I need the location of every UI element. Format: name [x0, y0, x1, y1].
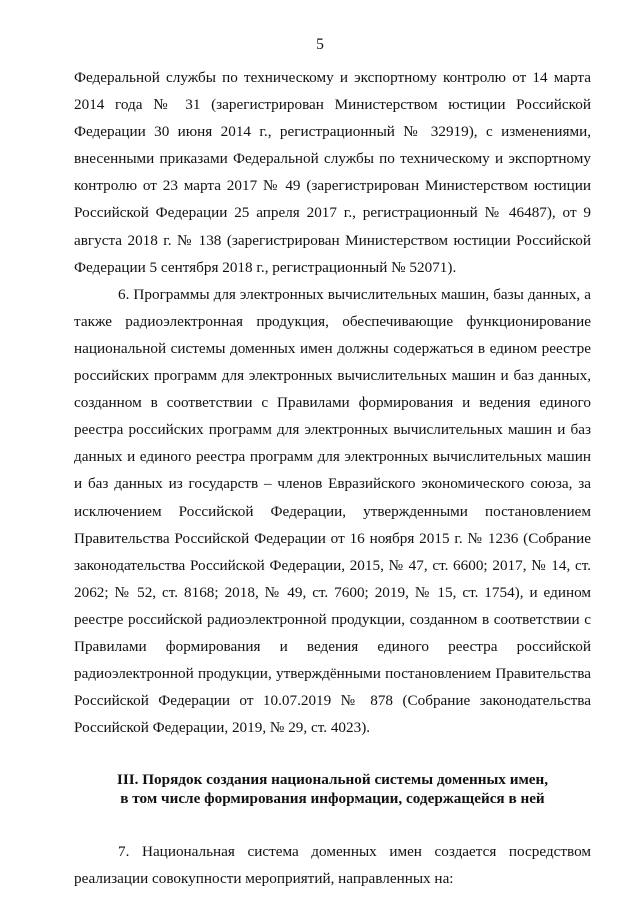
section-heading-line-1: III. Порядок создания национальной системы доменных имен,	[116, 771, 549, 789]
section-heading-line-2: в том числе формирования информации, содержащейся в ней	[120, 790, 545, 808]
paragraph-7: 7. Национальная система доменных имен создается посредством реализации совокупности мероприятий, направленных на:	[74, 843, 591, 888]
page-number: 5	[316, 36, 324, 53]
section-heading	[74, 770, 591, 808]
paragraph-continuation: Федеральной службы по техническому и экспортному контролю от 14 марта 2014 года № 31 (зарегистрирован Министерством юстиции Российской Федерации 30 июня 2014 г., регистрационный № 32919), с изменениями, внесенными приказами Федеральной службы по техническому и экспортному контролю от 23 марта 2017 № 49 (зарегистрирован Министерством юстиции Российской Федерации 25 апреля 2017 г., регистрационный № 46487), от 9 августа 2018 г. № 138 (зарегистрирован Министерством юстиции Российской Федерации 5 сентября 2018 г., регистрационный № 52071).	[74, 69, 591, 276]
document-body	[74, 64, 591, 893]
paragraph-6: 6. Программы для электронных вычислительных машин, базы данных, а также радиоэлектронная продукция, обеспечивающие функционирование национальной системы доменных имен должны содержаться в едином реестре российских программ для электронных вычислительных машин и баз данных, созданном в соответствии с Правилами формирования и ведения единого реестра российских программ для электронных вычислительных машин и баз данных и единого реестра программ для электронных вычислительных машин и баз данных из государств – членов Евразийского экономического союза, за исключением Российской Федерации, утвержденными постановлением Правительства Российской Федерации от 16 ноября 2015 г. № 1236 (Собрание законодательства Российской Федерации, 2015, № 47, ст. 6600; 2017, № 14, ст. 2062; № 52, ст. 8168; 2018, № 49, ст. 7600; 2019, № 15, ст. 1754), и едином реестре российской радиоэлектронной продукции, созданном в соответствии с Правилами формирования и ведения единого реестра российской радиоэлектронной продукции, утверждёнными постановлением Правительства Российской Федерации от 10.07.2019 № 878 (Собрание законодательства Российской Федерации, 2019, № 29, ст. 4023).	[74, 285, 591, 737]
